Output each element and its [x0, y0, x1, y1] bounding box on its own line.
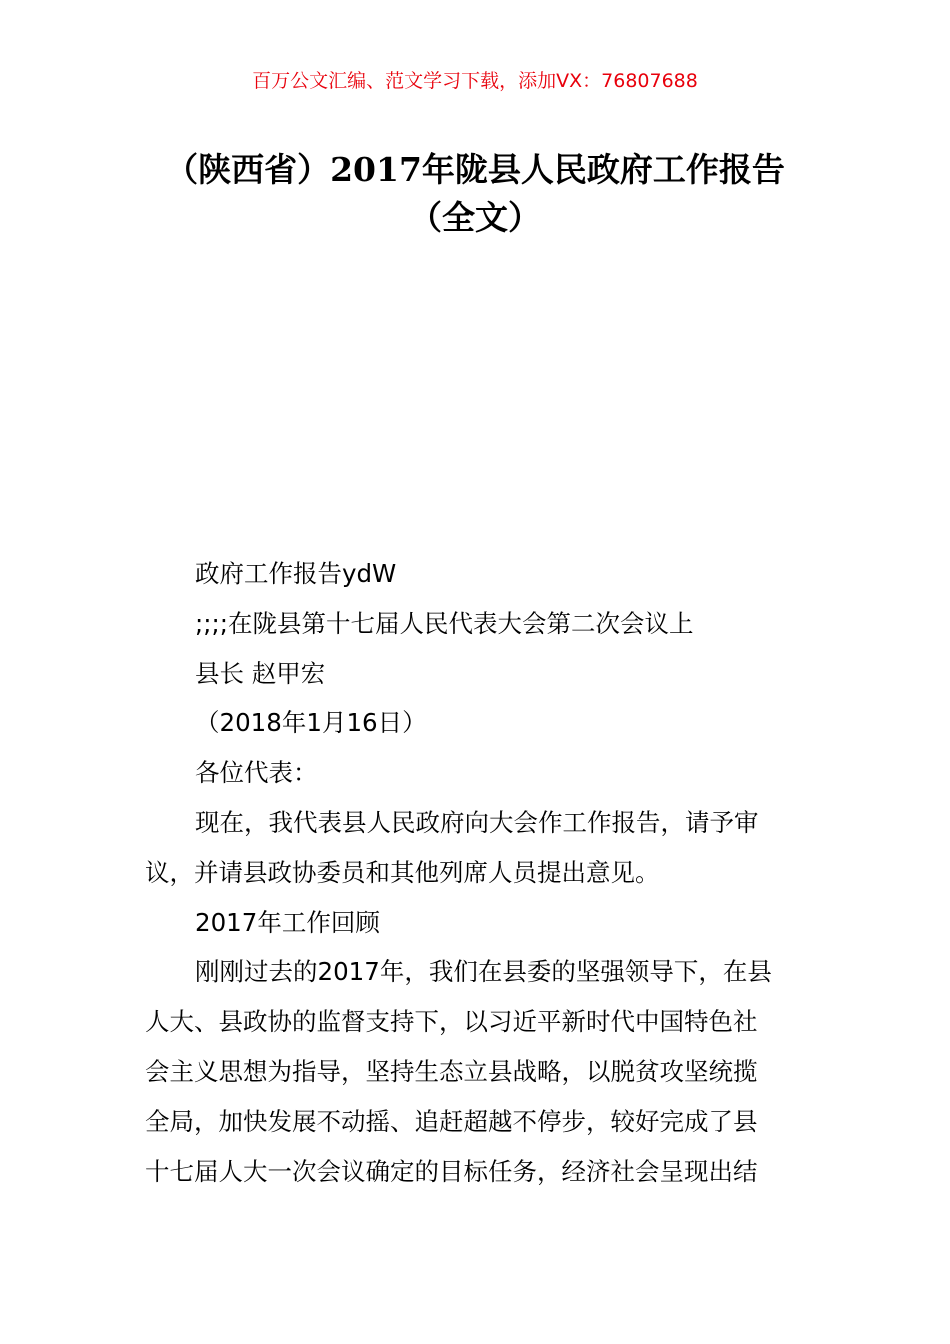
body-line-paragraph: 会主义思想为指导，坚持生态立县战略，以脱贫攻坚统揽 [145, 1056, 758, 1086]
title-line-2: （全文） [409, 198, 541, 237]
title-line-1: （陕西省）2017年陇县人民政府工作报告 [165, 150, 785, 189]
body-line-salutation: 各位代表： [195, 758, 318, 788]
body-line-paragraph: 全局，加快发展不动摇、追赶超越不停步，较好完成了县 [145, 1106, 758, 1136]
body-line-subtitle: 政府工作报告ydW [195, 559, 397, 588]
body-line-date: （2018年1月16日） [195, 708, 427, 738]
body-line-meeting: ;;;;在陇县第十七届人民代表大会第二次会议上 [195, 608, 694, 638]
header-note: 百万公文汇编、范文学习下载，添加VX：76807688 [252, 70, 698, 92]
body-line-paragraph: 现在，我代表县人民政府向大会作工作报告，请予审 [195, 807, 759, 837]
body-line-section-heading: 2017年工作回顾 [195, 907, 380, 937]
body-line-paragraph: 人大、县政协的监督支持下，以习近平新时代中国特色社 [145, 1007, 758, 1037]
body-line-paragraph: 刚刚过去的2017年，我们在县委的坚强领导下，在县 [195, 957, 772, 987]
document-body [145, 549, 807, 1196]
body-line-speaker: 县长 赵甲宏 [195, 658, 326, 688]
document-title [120, 146, 830, 242]
body-line-paragraph: 十七届人大一次会议确定的目标任务，经济社会呈现出结 [145, 1156, 758, 1186]
body-line-paragraph: 议，并请县政协委员和其他列席人员提出意见。 [145, 857, 660, 887]
